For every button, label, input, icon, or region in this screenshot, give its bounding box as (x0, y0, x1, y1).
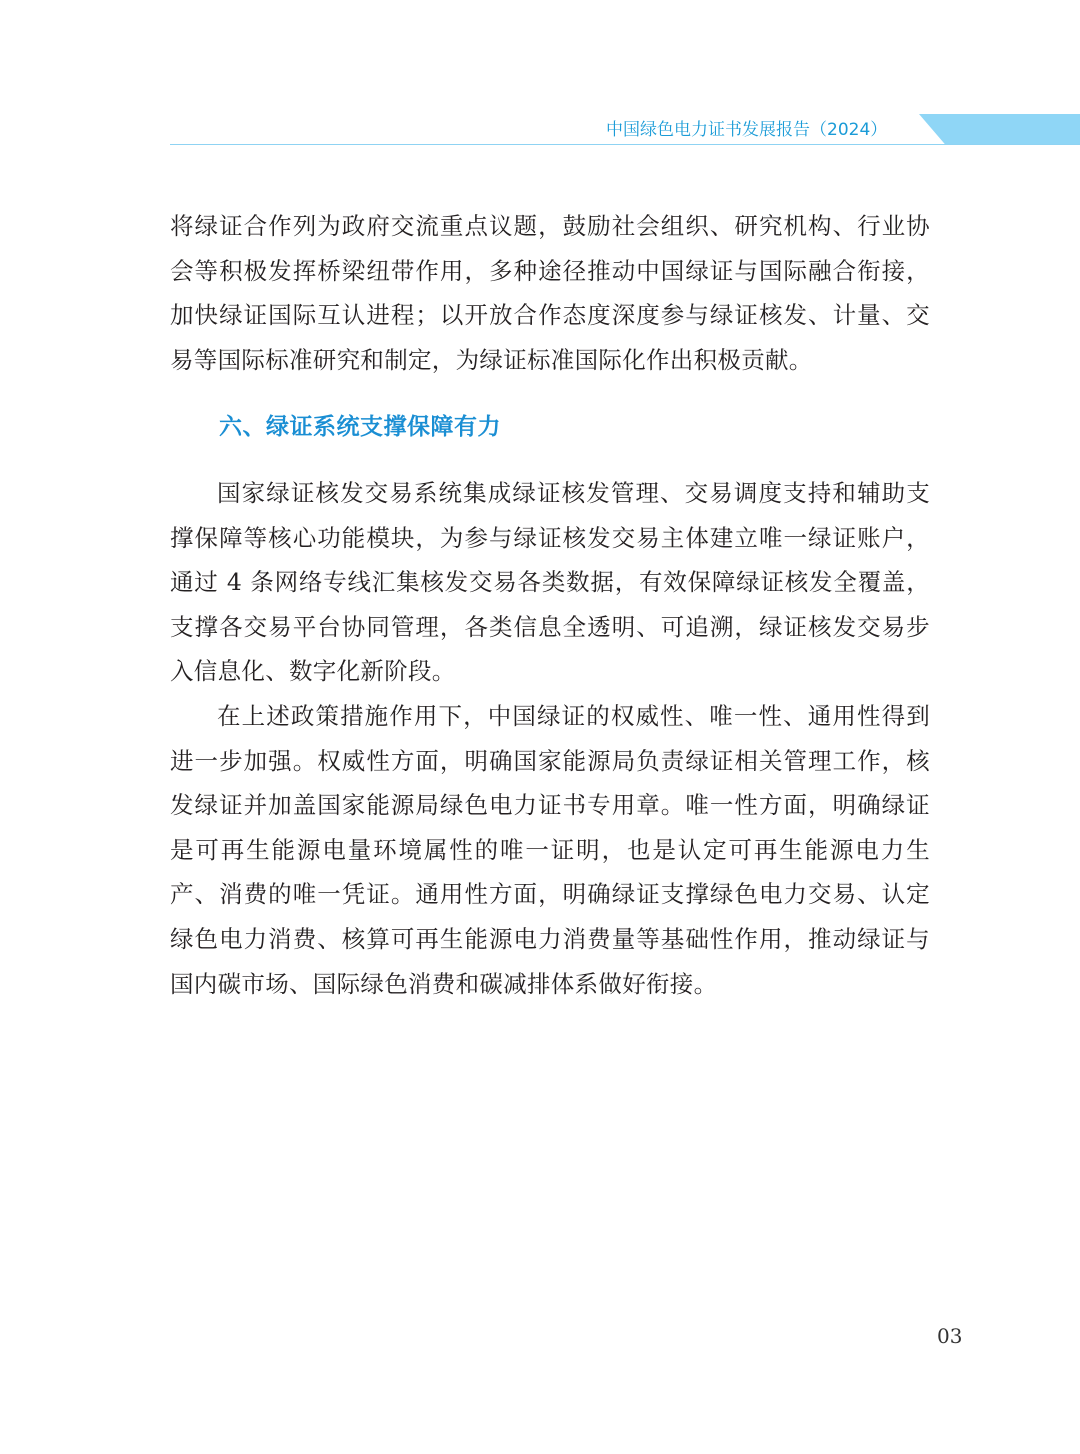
body-paragraph-3: 在上述政策措施作用下，中国绿证的权威性、唯一性、通用性得到进一步加强。权威性方面，明确国家能源局负责绿证相关管理工作，核发绿证并加盖国家能源局绿色电力证书专用章。唯一性方面，明确绿证是可再生能源电量环境属性的唯一证明，也是认定可再生能源电力生产、消费的唯一凭证。通用性方面，明确绿证支撑绿色电力交易、认定绿色电力消费、核算可再生能源电力消费量等基础性作用，推动绿证与国内碳市场、国际绿色消费和碳减排体系做好衔接。 (170, 702, 930, 998)
body-paragraph-1: 将绿证合作列为政府交流重点议题，鼓励社会组织、研究机构、行业协会等积极发挥桥梁纽带作用，多种途径推动中国绿证与国际融合衔接，加快绿证国际互认进程；以开放合作态度深度参与绿证核发、计量、交易等国际标准研究和制定，为绿证标准国际化作出积极贡献。 (170, 212, 930, 374)
section-heading: 六、绿证系统支撑保障有力 (219, 414, 501, 440)
body-paragraph-2: 国家绿证核发交易系统集成绿证核发管理、交易调度支持和辅助支撑保障等核心功能模块，为参与绿证核发交易主体建立唯一绿证账户，通过 4 条网络专线汇集核发交易各类数据，有效保障绿证核发全覆盖，支撑各交易平台协同管理，各类信息全透明、可追溯，绿证核发交易步入信息化、数字化新阶段。 (170, 479, 930, 686)
header-rule (170, 144, 1080, 145)
header-decorative-tab (919, 114, 1080, 144)
page-number: 03 (937, 1324, 963, 1348)
header-title: 中国绿色电力证书发展报告（2024） (606, 120, 888, 140)
